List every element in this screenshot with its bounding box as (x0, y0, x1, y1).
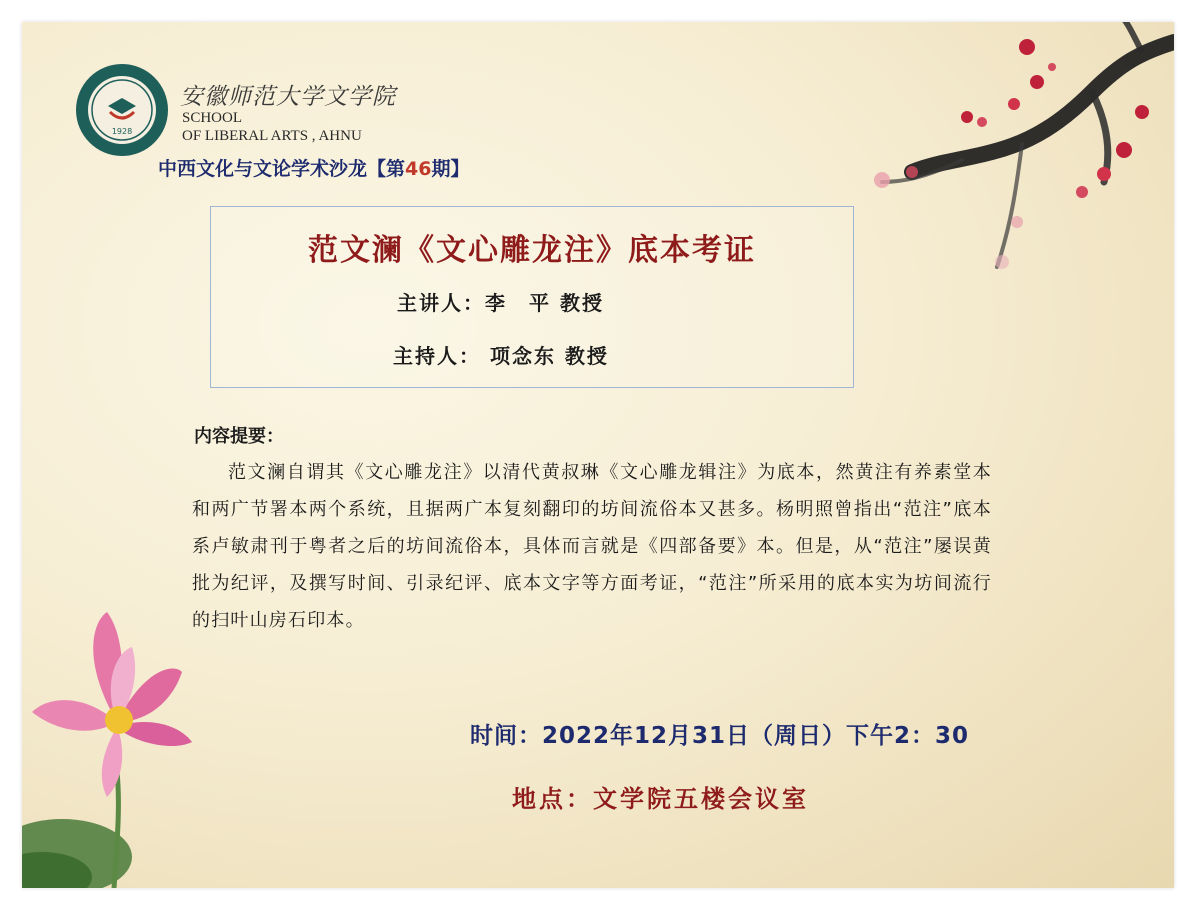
salon-suffix: 期】 (431, 158, 470, 180)
speaker-line: 主讲人：李 平 教授 (397, 291, 604, 315)
salon-number: 46 (405, 158, 432, 180)
host-line: 主持人： 项念东 教授 (393, 344, 609, 368)
salon-series-label (158, 154, 469, 181)
plum-blossom-branch-icon (842, 22, 1174, 312)
event-place: 地点：文学院五楼会议室 (512, 784, 809, 813)
school-name-en-line2: OF LIBERAL ARTS , AHNU (182, 128, 362, 144)
logo-year: 1928 (111, 127, 133, 136)
abstract-body: 范文澜自谓其《文心雕龙注》以清代黄叔琳《文心雕龙辑注》为底本，然黄注有养素堂本和两广节署本两个系统，且据两广本复刻翻印的坊间流俗本又甚多。杨明照曾指出“范注”底本系卢敏肃刊于粤者之后的坊间流俗本，具体而言就是《四部备要》本。但是，从“范注”屡误黄批为纪评，及撰写时间、引录纪评、底本文字等方面考证，“范注”所采用的底本实为坊间流行的扫叶山房石印本。 (192, 462, 992, 631)
abstract-heading: 内容提要： (194, 426, 284, 447)
lecture-title-box (210, 206, 854, 388)
lecture-title: 范文澜《文心雕龙注》底本考证 (308, 233, 756, 268)
school-name-en-line1: SCHOOL (182, 110, 243, 126)
lotus-flower-icon (22, 602, 222, 888)
event-time: 时间：2022年12月31日（周日）下午2：30 (470, 723, 970, 749)
salon-prefix: 中西文化与文论学术沙龙【第 (158, 158, 406, 180)
lecture-poster (22, 22, 1174, 888)
school-name-cn: 安徽师范大学文学院 (180, 84, 396, 110)
school-seal-icon (74, 62, 170, 158)
